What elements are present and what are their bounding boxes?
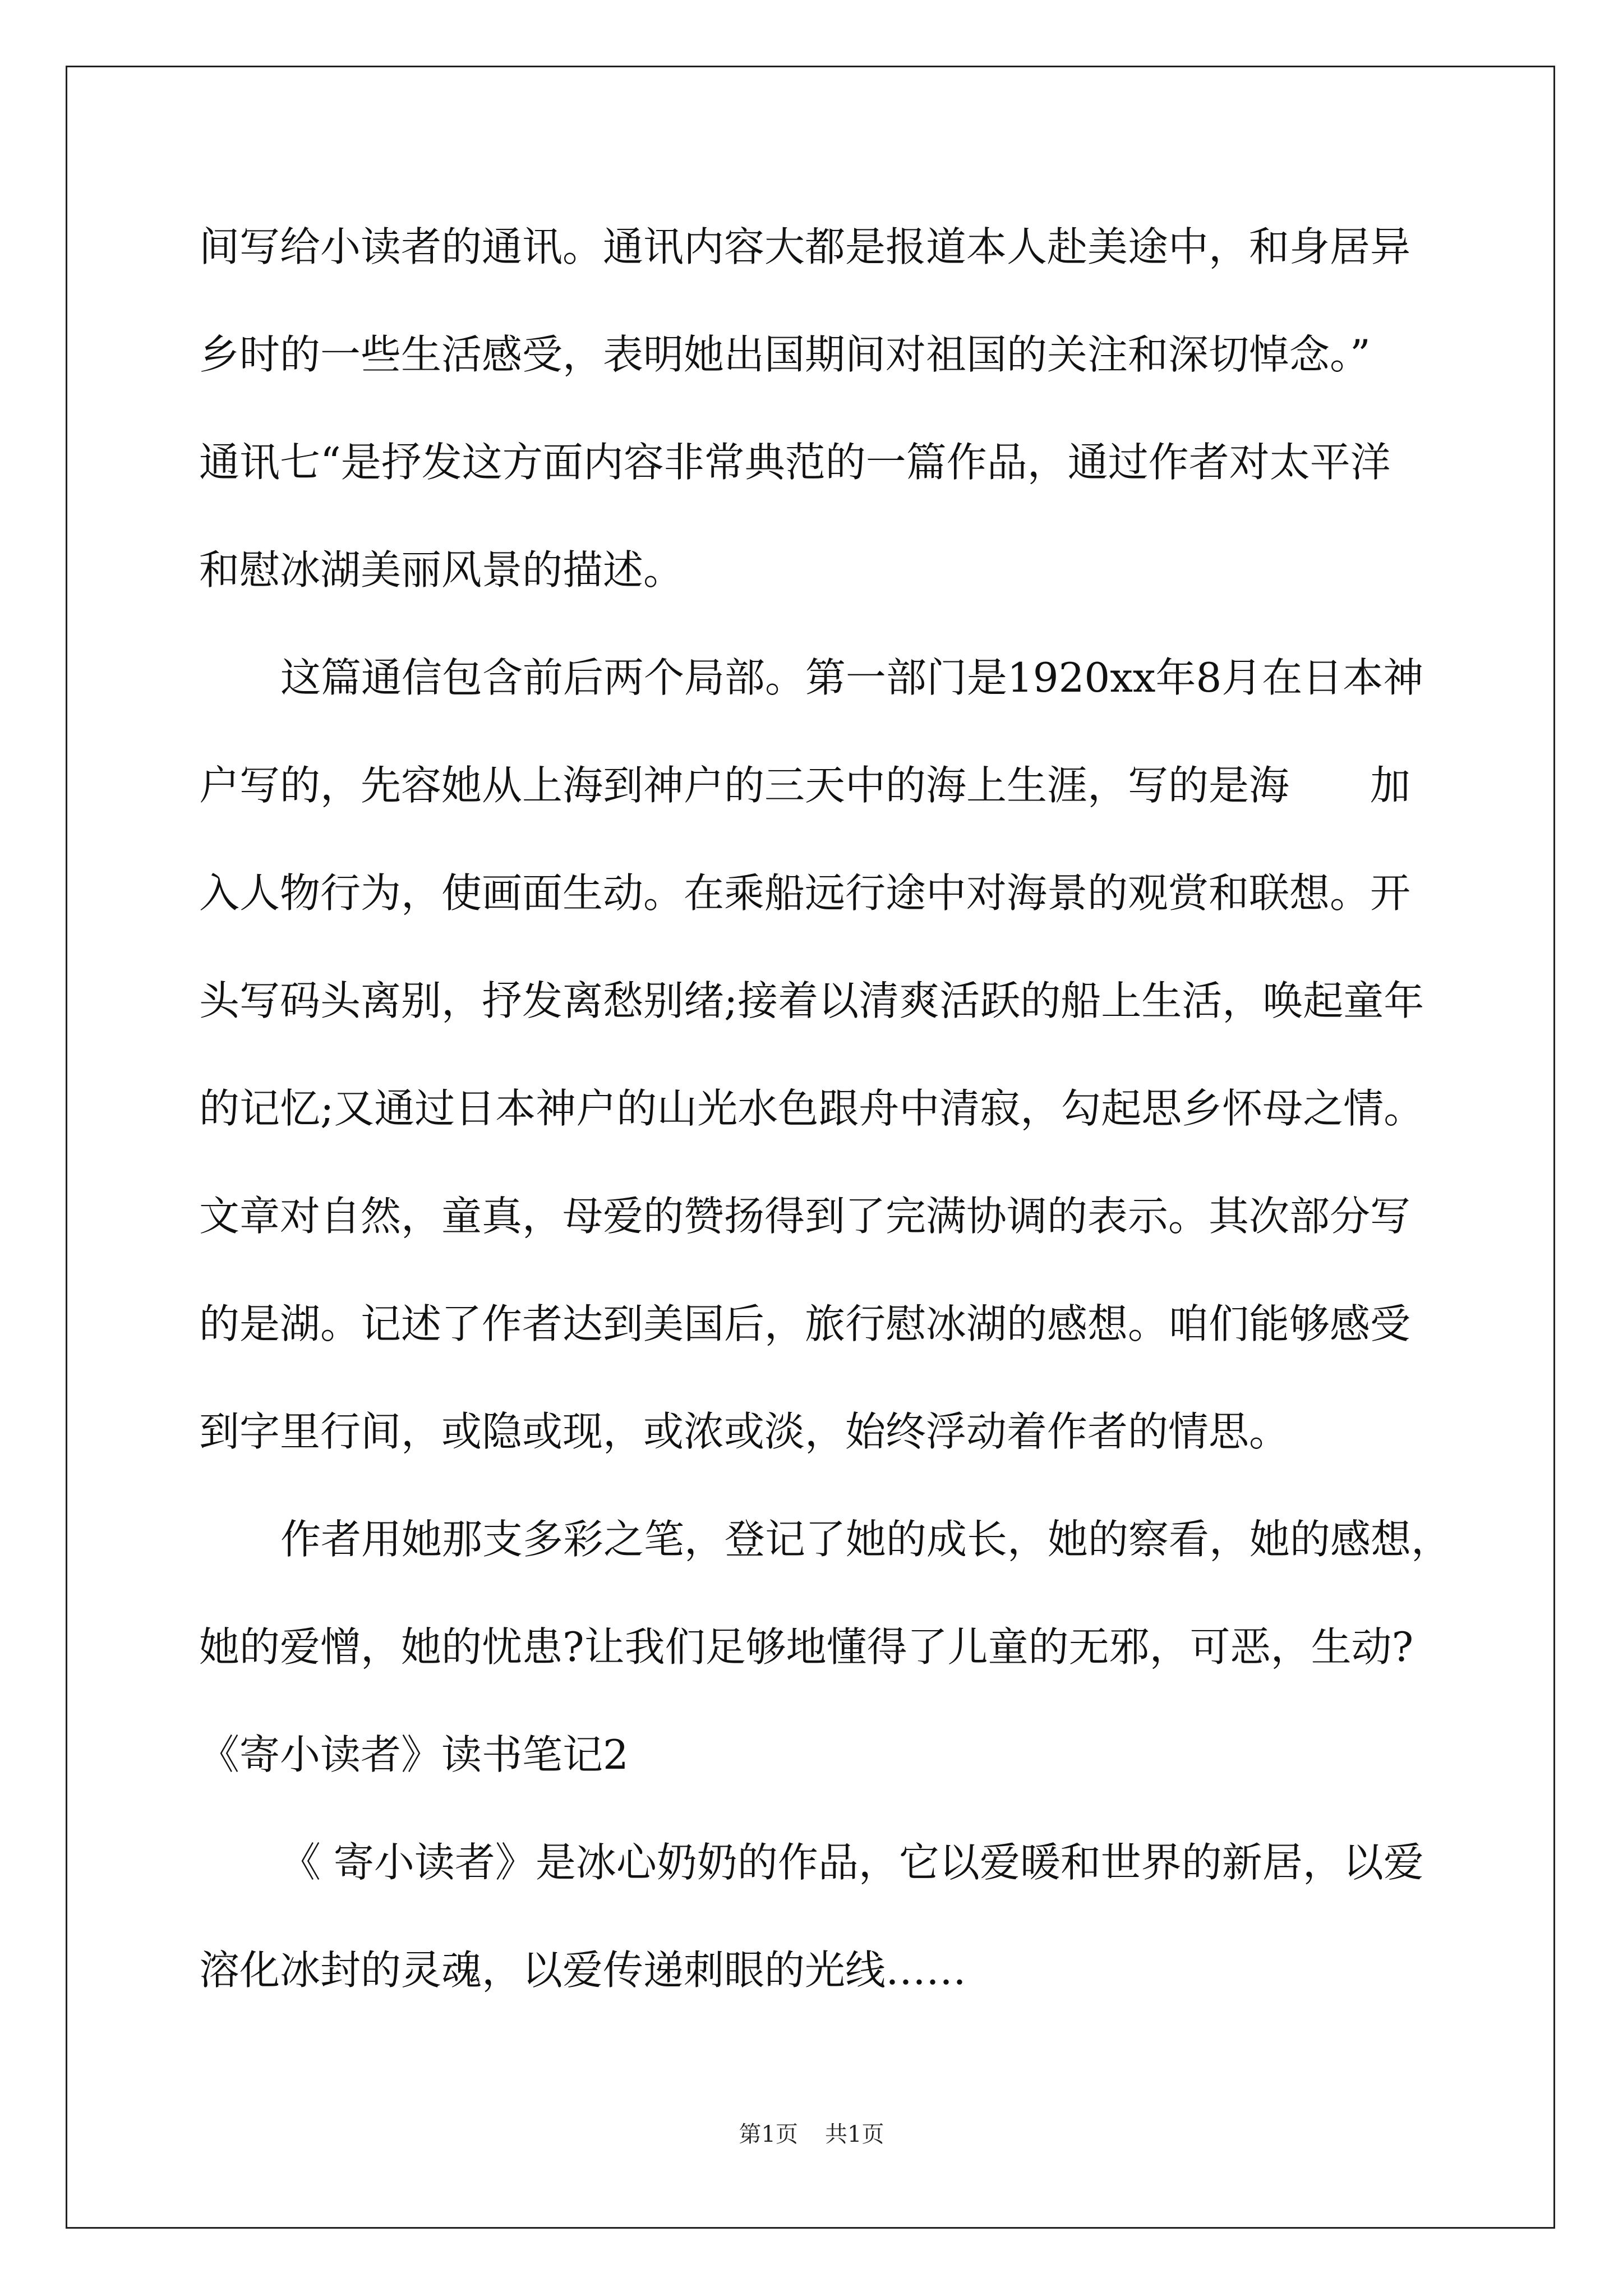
text-line: 她的爱憎，她的忧患?让我们足够地懂得了儿童的无邪，可恶，生动? [199, 1623, 1414, 1671]
text-line: 乡时的一些生活感受，表明她出国期间对祖国的关注和深切悼念。” [199, 331, 1371, 378]
text-line: 入人物行为，使画面生动。在乘船远行途中对海景的观赏和联想。开 [199, 869, 1411, 917]
text-line: 通讯七“是抒发这方面内容非常典范的一篇作品，通过作者对太平洋 [199, 439, 1391, 486]
text-line: 作者用她那支多彩之笔，登记了她的成长，她的察看，她的感想， [280, 1516, 1452, 1563]
document-body [199, 216, 1452, 2047]
page-number: 第1页 [739, 2122, 798, 2147]
text-line: 间写给小读者的通讯。通讯内容大都是报道本人赴美途中，和身居异 [199, 223, 1411, 270]
text-line: 《 寄小读者》是冰心奶奶的作品，它以爱暖和世界的新居，以爱 [280, 1839, 1424, 1886]
page-footer [0, 2118, 1623, 2151]
text-line: 溶化冰封的灵魂，以爱传递刺眼的光线…… [199, 1947, 967, 1994]
text-line: 这篇通信包含前后两个局部。第一部门是1920xx年8月在日本神 [280, 654, 1424, 701]
text-line: 的记忆;又通过日本神户的山光水色跟舟中清寂，勾起思乡怀母之情。 [199, 1085, 1424, 1132]
section-heading: 《寄小读者》读书笔记2 [199, 1731, 629, 1778]
text-line: 文章对自然，童真，母爱的赞扬得到了完满协调的表示。其次部分写 [199, 1193, 1411, 1240]
text-line: 户写的，先容她从上海到神户的三天中的海上生涯，写的是海 加 [199, 762, 1411, 809]
text-line: 头写码头离别，抒发离愁别绪;接着以清爽活跃的船上生活，唤起童年 [199, 977, 1424, 1024]
text-line: 到字里行间，或隐或现，或浓或淡，始终浮动着作者的情思。 [199, 1408, 1290, 1455]
text-line: 和慰冰湖美丽风景的描述。 [199, 546, 684, 593]
text-line: 的是湖。记述了作者达到美国后，旅行慰冰湖的感想。咱们能够感受 [199, 1300, 1411, 1347]
page-total: 共1页 [825, 2122, 884, 2147]
